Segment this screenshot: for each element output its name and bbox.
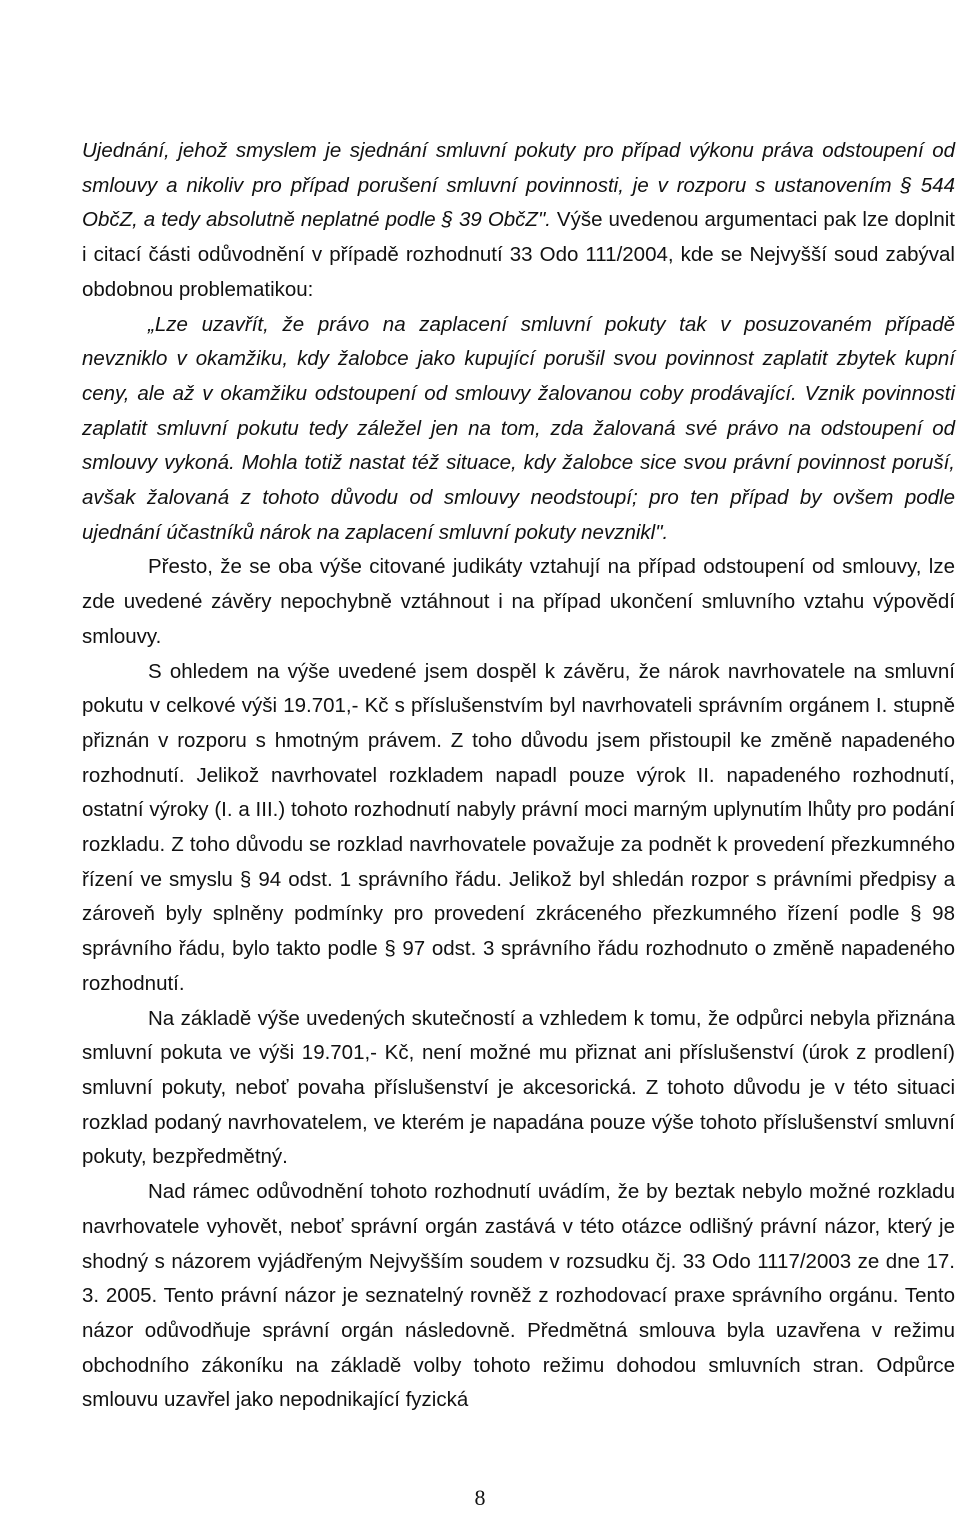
paragraph: Nad rámec odůvodnění tohoto rozhodnutí uvádím, že by beztak nebylo možné rozkladu navrhovatele vyhovět, neboť správní orgán zastává v této otázce odlišný právní názor, který je shodný s názorem vyjádřeným Nejvyšším soudem v rozsudku čj. 33 Odo 1117/2003 ze dne 17. 3. 2005. Tento právní názor je seznatelný rovněž z rozhodovací praxe správního orgánu. Tento názor odůvodňuje správní orgán následovně. Předmětná smlouva byla uzavřena v režimu obchodního zákoníku na základě volby tohoto režimu dohodou smluvních stran. Odpůrce smlouvu uzavřel jako nepodnikající fyzická bbox=[82, 1180, 955, 1412]
paragraph-text: Výše uvedenou argumentaci pak lze doplnit i citací části odůvodnění v případě rozhodnutí 33 Odo 111/2004, kde se Nejvyšší soud zabýval obdobnou problematikou: bbox=[82, 208, 955, 301]
paragraph: S ohledem na výše uvedené jsem dospěl k závěru, že nárok navrhovatele na smluvní pokutu v celkové výši 19.701,- Kč s příslušenstvím byl navrhovateli správním orgánem I. stupně přiznán v rozporu s hmotným právem. Z toho důvodu jsem přistoupil ke změně napadeného rozhodnutí. Jelikož navrhovatel rozkladem napadl pouze výrok II. napadeného rozhodnutí, ostatní výroky (I. a III.) tohoto rozhodnutí nabyly právní moci marným uplynutím lhůty pro podání rozkladu. Z toho důvodu se rozklad navrhovatele považuje za podnět k provedení přezkumného řízení ve smyslu § 94 odst. 1 správního řádu. Jelikož byl shledán rozpor s právními předpisy a zároveň byly splněny podmínky pro provedení zkráceného přezkumného řízení podle § 98 správního řádu, bylo takto podle § 97 odst. 3 správního řádu rozhodnuto o změně napadeného rozhodnutí. bbox=[82, 659, 955, 995]
paragraph: Na základě výše uvedených skutečností a vzhledem k tomu, že odpůrci nebyla přiznána smluvní pokuta ve výši 19.701,- Kč, není možné mu přiznat ani příslušenství (úrok z prodlení) smluvní pokuty, neboť povaha příslušenství je akcesorická. Z tohoto důvodu je v této situaci rozklad podaný navrhovatelem, ve kterém je napadána pouze výše tohoto příslušenství smluvní pokuty, bezpředmětný. bbox=[82, 1006, 955, 1169]
quoted-ruling: Ujednání, jehož smyslem je sjednání smluvní pokuty pro případ výkonu práva odstoupení od smlouvy a nikoliv pro případ porušení smluvní povinnosti, je v rozporu s ustanovením § 544 ObčZ, a tedy absolutně neplatné podle § 39 ObčZ". bbox=[82, 139, 955, 232]
page-number: 8 bbox=[474, 1485, 486, 1510]
paragraph: Přesto, že se oba výše citované judikáty vztahují na případ odstoupení od smlouvy, lze zde uvedené závěry nepochybně vztáhnout i na případ ukončení smluvního vztahu výpovědí smlouvy. bbox=[82, 555, 955, 648]
quoted-ruling-block: „Lze uzavřít, že právo na zaplacení smluvní pokuty tak v posuzovaném případě nevzniklo v okamžiku, kdy žalobce jako kupující porušil svou povinnost zaplatit zbytek kupní ceny, ale až v okamžiku odstoupení od smlouvy žalovanou coby prodávající. Vznik povinnosti zaplatit smluvní pokutu tedy záležel jen na tom, zda žalovaná své právo na odstoupení od smlouvy vykoná. Mohla totiž nastat též situace, kdy žalobce sice svou právní povinnost poruší, avšak žalovaná z tohoto důvodu od smlouvy neodstoupí; pro ten případ by ovšem podle ujednání účastníků nárok na zaplacení smluvní pokuty nevznikl". bbox=[82, 312, 955, 544]
opening-paragraph bbox=[82, 134, 955, 308]
document-body bbox=[82, 134, 955, 1418]
